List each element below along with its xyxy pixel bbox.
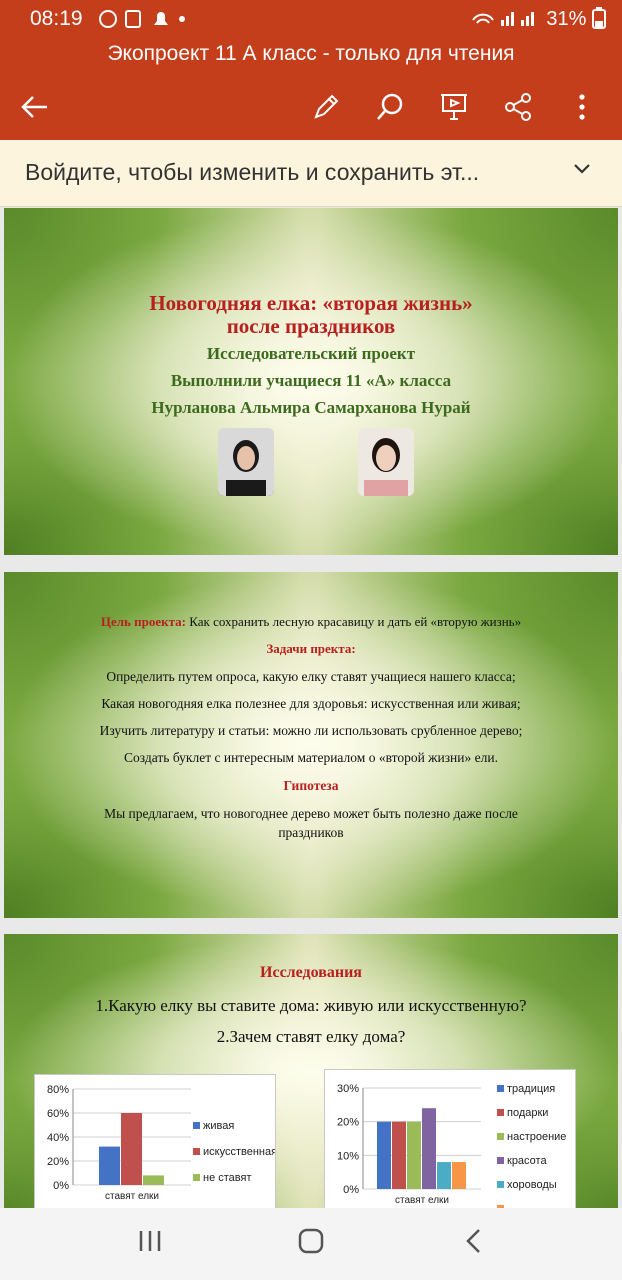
slide1-title-line1: Новогодняя елка: «вторая жизнь» (149, 291, 473, 315)
battery-icon (592, 7, 606, 29)
chart1-legend-label: живая (203, 1120, 235, 1132)
student-photo-2-svg (358, 428, 414, 496)
notification-icons (98, 8, 208, 36)
chart1-y-tick-label: 80% (46, 1084, 69, 1096)
signin-banner-text: Войдите, чтобы изменить и сохранить эт... (25, 159, 480, 185)
chart2-legend-swatch (497, 1109, 504, 1116)
share-icon[interactable] (500, 92, 536, 128)
slide2-task-3: Изучить литературу и статьи: можно ли использовать срубленное дерево; (99, 723, 523, 738)
chart2-legend-swatch (497, 1157, 504, 1164)
recent-apps-svg (135, 1226, 165, 1256)
chart1-legend-swatch (193, 1174, 200, 1181)
signin-banner[interactable] (0, 140, 622, 207)
back-arrow-svg (19, 92, 49, 122)
edit-pencil-svg (311, 92, 341, 122)
share-svg (503, 92, 533, 122)
notification-icons-svg (98, 8, 208, 30)
student-photo-1 (218, 428, 274, 496)
chart1-legend-swatch (193, 1148, 200, 1155)
home-svg (296, 1226, 326, 1256)
edit-pencil-icon[interactable] (308, 92, 344, 128)
back-nav-svg (459, 1226, 489, 1256)
slide3-question-2: 2.Зачем ставят елку дома? (216, 1027, 406, 1046)
chart2-y-tick-label: 0% (343, 1184, 359, 1196)
slide2-task-4: Создать буклет с интересным материалом о «второй жизни» ели. (124, 750, 498, 765)
slide-3[interactable] (4, 934, 618, 1208)
student-photo-2 (358, 428, 414, 496)
chart2-bar-хороводы (437, 1162, 451, 1189)
slide2-goal (4, 614, 618, 630)
slide2-hypothesis-header: Гипотеза (283, 778, 339, 793)
chart2-y-tick-label: 10% (336, 1150, 359, 1163)
chart2-bar-series-6 (452, 1162, 466, 1189)
system-nav-bar (0, 1208, 622, 1280)
status-bar (0, 0, 622, 40)
slide-2[interactable] (4, 572, 618, 918)
chart2-bar-настроение (407, 1122, 421, 1189)
student-photo-1-svg (218, 428, 274, 496)
slide-1[interactable] (4, 208, 618, 555)
back-nav-icon[interactable] (454, 1226, 494, 1262)
chart2-legend-label: красота (507, 1155, 547, 1167)
slide1-subtitle: Исследовательский проект (206, 344, 416, 363)
chevron-down-svg (572, 158, 592, 178)
present-icon[interactable] (436, 92, 472, 128)
battery-percent: 31% (546, 8, 587, 30)
chart2-legend-label: подарки (507, 1107, 549, 1119)
home-icon[interactable] (291, 1226, 331, 1262)
chart1-y-tick-label: 60% (46, 1108, 69, 1120)
chart2-x-label: ставят елки (394, 1195, 450, 1206)
search-icon[interactable] (372, 92, 408, 128)
present-svg (439, 92, 469, 122)
slide3-question-1: 1.Какую елку вы ставите дома: живую или искусственную? (95, 996, 527, 1015)
chart-1-svg (35, 1075, 275, 1208)
chart2-legend-swatch (497, 1085, 504, 1092)
chart-2-svg (325, 1070, 575, 1208)
app-toolbar (0, 40, 622, 140)
more-options-svg (567, 92, 597, 122)
chart2-legend-label: традиция (507, 1083, 556, 1095)
chart1-legend-swatch (193, 1122, 200, 1129)
search-svg (375, 92, 405, 122)
more-options-icon[interactable] (564, 92, 600, 128)
chart2-y-tick-label: 20% (336, 1116, 359, 1129)
chart-2 (324, 1069, 576, 1208)
chart1-legend-label: не ставят (203, 1172, 252, 1184)
slide1-title-line2: после праздников (226, 314, 396, 338)
chart2-legend-swatch (497, 1133, 504, 1140)
chart1-x-label: ставят елки (104, 1191, 160, 1202)
chart2-bar-красота (422, 1108, 436, 1189)
slide2-tasks-header: Задачи пректа: (266, 641, 356, 656)
chart2-legend-label: хороводы (507, 1179, 557, 1191)
status-right (471, 7, 606, 31)
chart1-y-tick-label: 40% (46, 1132, 69, 1144)
chart1-bar-искусственная (121, 1113, 142, 1185)
slide1-title (4, 292, 618, 338)
signal-icon (471, 8, 541, 28)
chart1-y-tick-label: 20% (46, 1156, 69, 1168)
chart2-legend-label: настроение (507, 1131, 567, 1143)
slide2-hypothesis-line1: Мы предлагаем, что новогоднее дерево может быть полезно даже после (104, 806, 518, 821)
chart2-legend-swatch (497, 1181, 504, 1188)
slide2-task-1: Определить путем опроса, какую елку ставят учащиеся нашего класса; (106, 669, 516, 684)
slide2-goal-text: Как сохранить лесную красавицу и дать ей «вторую жизнь» (186, 614, 522, 629)
chart2-y-tick-label: 30% (336, 1083, 359, 1095)
chart1-legend-label: искусственная (203, 1146, 275, 1158)
slide2-hypothesis-line2: праздников (278, 825, 344, 840)
document-title: Экопроект 11 А класс - только для чтения (107, 42, 515, 65)
chart-1 (34, 1074, 276, 1208)
slide1-names: Нурланова Альмира Самарханова Нурай (151, 398, 471, 417)
slide2-goal-label: Цель проекта: (100, 614, 187, 629)
chart2-bar-подарки (392, 1122, 406, 1189)
status-time: 08:19 (30, 7, 83, 30)
chart1-y-tick-label: 0% (53, 1180, 69, 1192)
chart1-bar-не ставят (143, 1175, 164, 1185)
recent-apps-icon[interactable] (130, 1226, 170, 1262)
chart1-bar-живая (99, 1147, 120, 1185)
chart2-bar-традиция (377, 1122, 391, 1189)
slide2-task-2: Какая новогодняя елка полезнее для здоровья: искусственная или живая; (101, 696, 521, 711)
chevron-down-icon[interactable] (572, 158, 592, 184)
slide1-authors: Выполнили учащиеся 11 «А» класса (170, 371, 452, 390)
back-arrow-icon[interactable] (16, 92, 52, 128)
slide3-header: Исследования (260, 964, 362, 981)
